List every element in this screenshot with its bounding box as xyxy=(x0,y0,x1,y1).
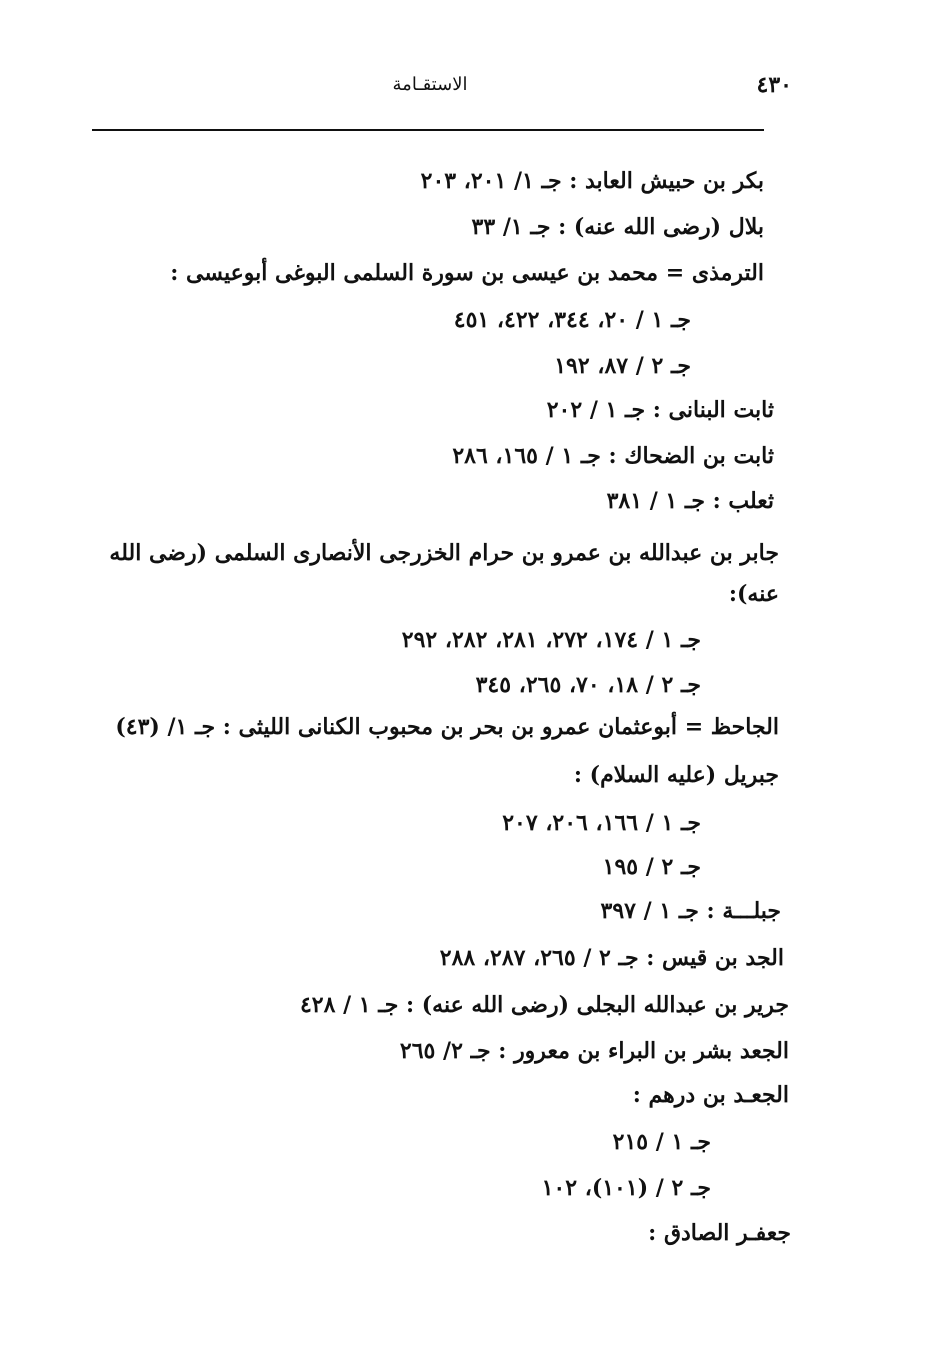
entry-refs: جـ ٢ / ١٨، ٧٠، ٢٦٥، ٣٤٥ xyxy=(475,672,701,698)
entry-refs: جـ ١ / ١٦٦، ٢٠٦، ٢٠٧ xyxy=(502,810,701,836)
entry-name: ثابت بن الضحاك xyxy=(624,443,774,469)
index-subentry xyxy=(603,852,701,883)
entry-name: جابر بن عبدالله بن عمرو بن حرام الخزرجى الأنصارى السلمى xyxy=(214,540,779,566)
index-subentry xyxy=(476,670,701,701)
entry-refs: = أبوعثمان عمرو بن بحر بن محبوب الكنانى الليثى : جـ ١/ (٤٣) xyxy=(115,714,711,740)
entry-refs: (رضى الله عنه): xyxy=(109,540,779,607)
index-entry xyxy=(400,1036,789,1067)
index-subentry xyxy=(454,305,691,336)
entry-refs: : جـ ١ / ٣٨١ xyxy=(606,488,729,514)
entry-refs: : جـ ١ / ٣٩٧ xyxy=(600,898,723,924)
entry-refs: (عليه السلام) : xyxy=(573,762,724,788)
entry-refs: جـ ٢ / ١٩٥ xyxy=(602,854,701,880)
entry-refs: جـ ٢ / (١٠١)، ١٠٢ xyxy=(541,1175,711,1201)
index-entry xyxy=(472,212,764,243)
index-entry xyxy=(452,441,774,472)
index-entry xyxy=(547,395,774,426)
index-entry xyxy=(421,166,764,197)
entry-refs: : جـ ٢ / ٢٦٥، ٢٨٧، ٢٨٨ xyxy=(439,945,663,971)
index-subentry xyxy=(402,625,701,656)
entry-name: الجعد بشر بن البراء بن معرور xyxy=(514,1038,789,1064)
entry-name: الجاحظ xyxy=(710,714,779,740)
index-entry xyxy=(115,712,779,743)
entry-refs: : جـ ١/ ٢٠١، ٢٠٣ xyxy=(420,168,585,194)
entry-name: جبريل xyxy=(723,762,779,788)
entry-refs: جـ ٢ / ٨٧، ١٩٢ xyxy=(554,353,691,379)
entry-refs: : xyxy=(648,1220,664,1246)
entry-name: بلال xyxy=(728,214,764,240)
entry-name: الجعـد بن درهم xyxy=(648,1082,789,1108)
index-entry xyxy=(170,258,764,289)
index-entry xyxy=(601,896,781,927)
index-entry xyxy=(300,990,789,1021)
entry-refs: : جـ ٢/ ٢٦٥ xyxy=(399,1038,515,1064)
header-rule xyxy=(92,129,764,131)
index-subentry xyxy=(542,1173,711,1204)
entry-name: الترمذى xyxy=(691,260,764,286)
entry-name: جعفـر الصادق xyxy=(663,1220,791,1246)
index-entry xyxy=(633,1080,789,1111)
entry-name: بكر بن حبيش العابد xyxy=(585,168,764,194)
entry-refs: جـ ١ / ٢٠، ٣٤٤، ٤٢٢، ٤٥١ xyxy=(453,307,691,333)
index-subentry xyxy=(613,1127,711,1158)
entry-refs: جـ ١ / ١٧٤، ٢٧٢، ٢٨١، ٢٨٢، ٢٩٢ xyxy=(401,627,701,653)
entry-name: ثابت البنانى xyxy=(668,397,774,423)
page-number: ٤٣٠ xyxy=(756,72,792,98)
entry-refs: (رضى الله عنه) : جـ ١/ ٣٣ xyxy=(471,214,729,240)
index-entry xyxy=(440,943,784,974)
entry-refs: جـ ١ / ٢١٥ xyxy=(612,1129,711,1155)
index-subentry xyxy=(502,808,701,839)
entry-refs: = محمد بن عيسى بن سورة السلمى البوغى أبوعيسى : xyxy=(170,260,692,286)
entry-name: جرير بن عبدالله البجلى xyxy=(576,992,789,1018)
entry-refs: (رضى الله عنه) : جـ ١ / ٤٢٨ xyxy=(299,992,577,1018)
index-entry xyxy=(648,1218,791,1249)
index-entry xyxy=(607,486,774,517)
running-title: الاستقـامة xyxy=(392,74,468,95)
index-entry xyxy=(84,533,779,615)
entry-name: جبلـــة xyxy=(722,898,781,924)
entry-name: ثعلب xyxy=(728,488,774,514)
entry-refs: : جـ ١ / ٢٠٢ xyxy=(546,397,669,423)
entry-name: الجد بن قيس xyxy=(662,945,784,971)
entry-refs: : xyxy=(632,1082,649,1108)
index-entry xyxy=(574,760,779,791)
entry-refs: : جـ ١ / ١٦٥، ٢٨٦ xyxy=(452,443,625,469)
index-subentry xyxy=(554,351,691,382)
